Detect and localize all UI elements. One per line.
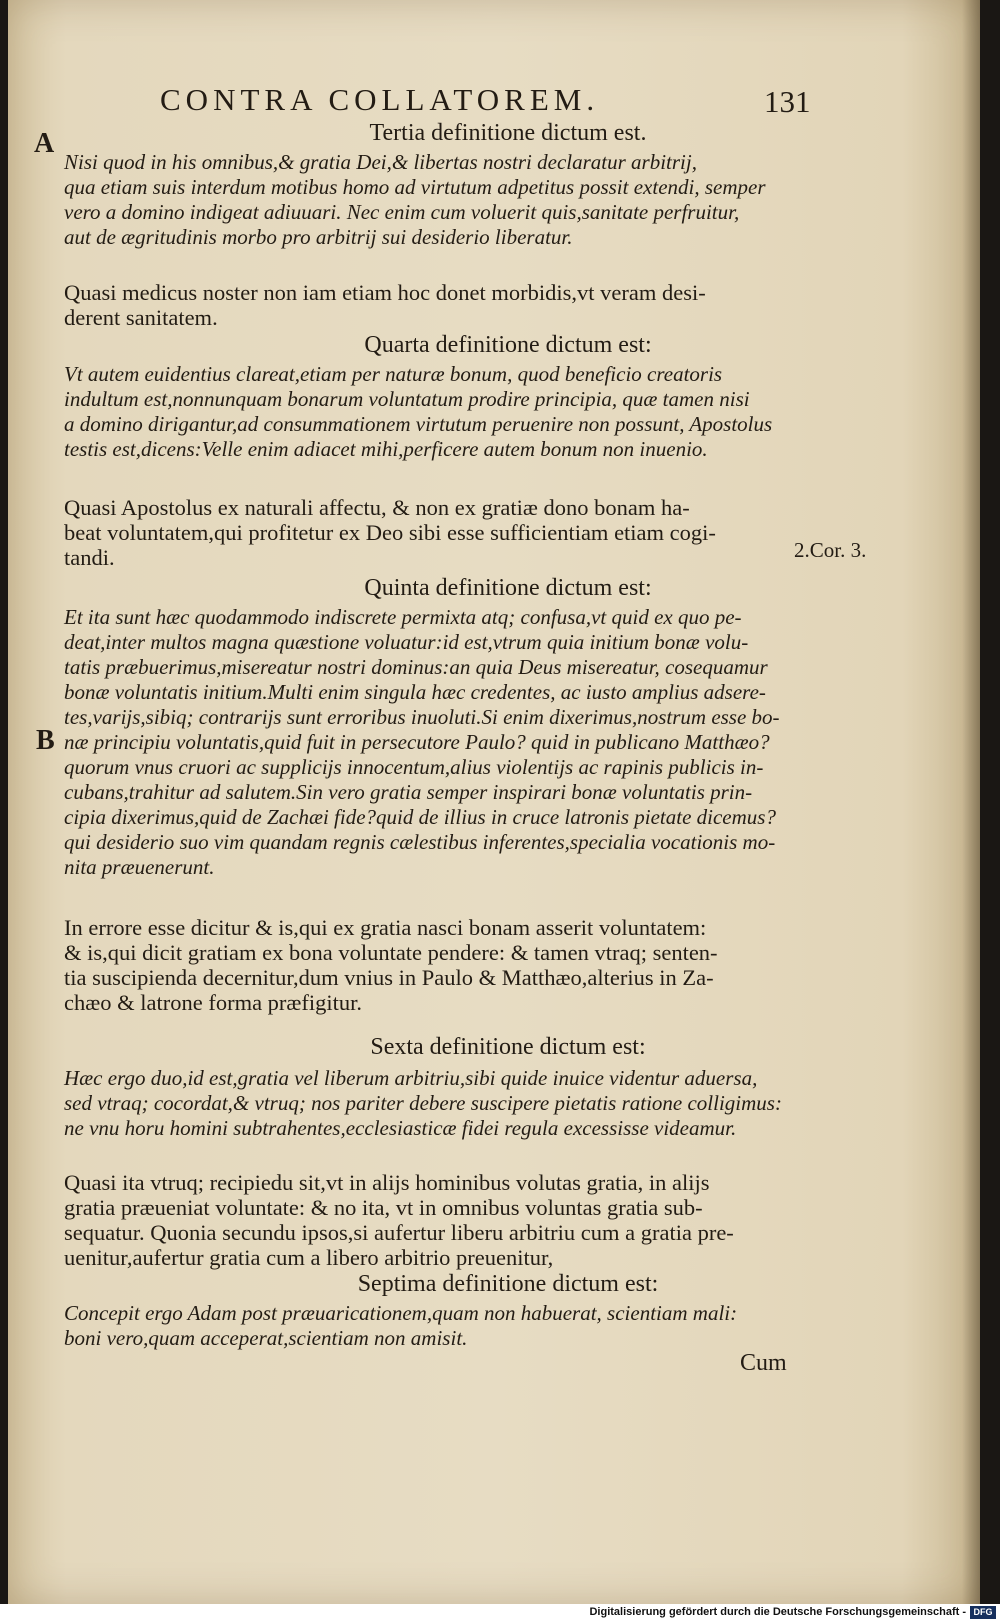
quote-septima — [64, 1301, 794, 1351]
quote-line: næ principiu voluntatis,quid fuit in persecutore Paulo? quid in publicano Matthæo? — [64, 730, 770, 754]
text-line: Quasi ita vtruq; recipiedu sit,vt in alijs hominibus volutas gratia, in alijs — [64, 1170, 710, 1195]
heading-septima: Septima definitione dictum est: — [357, 1271, 659, 1297]
heading-tertia: Tertia definitione dictum est. — [369, 120, 647, 146]
heading-quinta: Quinta definitione dictum est: — [364, 575, 652, 601]
quote-line: cubans,trahitur ad salutem.Sin vero gratia semper inspirari bonæ voluntatis prin- — [64, 780, 753, 804]
margin-note: 2.Cor. 3. — [794, 538, 867, 562]
text-line: tandi. — [64, 545, 115, 570]
text-line: derent sanitatem. — [64, 305, 218, 330]
heading-quarta: Quarta definitione dictum est: — [364, 332, 652, 358]
quote-line: Concepit ergo Adam post præuaricationem,quam non habuerat, scientiam mali: — [64, 1301, 738, 1325]
book-page — [8, 0, 980, 1604]
quote-line: quorum vnus cruori ac supplicijs innocentum,alius violentijs ac rapinis publicis in- — [64, 755, 764, 779]
text-line: beat voluntatem,qui profitetur ex Deo sibi esse sufficientiam etiam cogi- — [64, 520, 716, 545]
catchword: Cum — [740, 1350, 787, 1376]
quote-line: vero a domino indigeat adiuuari. Nec enim cum voluerit quis,sanitate perfruitur, — [64, 200, 740, 224]
text-line: uenitur,aufertur gratia cum a libero arbitrio preuenitur, — [64, 1245, 554, 1270]
quote-line: sed vtraq; cocordat,& vtruq; nos pariter debere suscipere pietatis ratione colligimus: — [64, 1091, 782, 1115]
quote-quinta — [64, 605, 794, 880]
quote-line: boni vero,quam acceperat,scientiam non amisit. — [64, 1326, 468, 1350]
section-marker-b: B — [36, 725, 55, 756]
quote-line: aut de ægritudinis morbo pro arbitrij sui desiderio liberatur. — [64, 225, 573, 249]
quote-line: Nisi quod in his omnibus,& gratia Dei,& libertas nostri declaratur arbitrij, — [64, 150, 697, 174]
commentary-quinta — [64, 915, 794, 1015]
quote-sexta — [64, 1066, 794, 1141]
section-marker-a: A — [34, 128, 55, 159]
text-line: chæo & latrone forma præfigitur. — [64, 990, 363, 1015]
quote-line: qui desiderio suo vim quandam regnis cælestibus inferentes,specialia vocationis mo- — [64, 830, 776, 854]
quote-line: Hæc ergo duo,id est,gratia vel liberum arbitriu,sibi quide inuice videntur aduersa, — [64, 1066, 758, 1090]
commentary-quarta — [64, 495, 794, 570]
text-line: tia suscipienda decernitur,dum vnius in Paulo & Matthæo,alterius in Za- — [64, 965, 714, 990]
commentary-sexta — [64, 1170, 794, 1270]
quote-line: tes,varijs,sibiq; contrarijs sunt erroribus inuoluti.Si enim dixerimus,nostrum esse bo- — [64, 705, 780, 729]
quote-line: Et ita sunt hæc quodammodo indiscrete permixta atq; confusa,vt quid ex quo pe- — [64, 605, 742, 629]
text-line: gratia præueniat voluntate: & no ita, vt in omnibus voluntas gratia sub- — [64, 1195, 703, 1220]
quote-line: cipia dixerimus,quid de Zachæi fide?quid de illius in cruce latronis pietate dicemus? — [64, 805, 776, 829]
quote-line: ne vnu horu homini subtrahentes,ecclesiasticæ fidei regula excessisse videamur. — [64, 1116, 737, 1140]
text-line: Quasi medicus noster non iam etiam hoc donet morbidis,vt veram desi- — [64, 280, 706, 305]
footer-credit: Digitalisierung gefördert durch die Deutsche Forschungsgemeinschaft - — [589, 1606, 966, 1618]
heading-sexta: Sexta definitione dictum est: — [370, 1034, 646, 1060]
quote-quarta — [64, 362, 794, 462]
quote-line: indultum est,nonnunquam bonarum voluntatum prodire principia, quæ tamen nisi — [64, 387, 750, 411]
quote-line: nita præuenerunt. — [64, 855, 215, 879]
quote-line: Vt autem euidentius clareat,etiam per naturæ bonum, quod beneficio creatoris — [64, 362, 723, 386]
text-line: sequatur. Quonia secundu ipsos,si aufertur liberu arbitriu cum a gratia pre- — [64, 1220, 734, 1245]
quote-line: qua etiam suis interdum motibus homo ad virtutum adpetitus possit extendi, semper — [64, 175, 766, 199]
running-title: CONTRA COLLATOREM. — [160, 82, 600, 117]
commentary-tertia — [64, 280, 794, 330]
quote-tertia — [64, 150, 794, 250]
text-line: Quasi Apostolus ex naturali affectu, & non ex gratiæ dono bonam ha- — [64, 495, 690, 520]
quote-line: a domino dirigantur,ad consummationem virtutum peruenire non possunt, Apostolus — [64, 412, 773, 436]
page-number: 131 — [764, 84, 811, 119]
text-line: & is,qui dicit gratiam ex bona voluntate pendere: & tamen vtraq; senten- — [64, 940, 718, 965]
dfg-logo: DFG — [970, 1606, 996, 1619]
quote-line: deat,inter multos magna quæstione voluatur:id est,vtrum quia initium bonæ volu- — [64, 630, 749, 654]
quote-line: testis est,dicens:Velle enim adiacet mihi,perficere autem bonum non inuenio. — [64, 437, 708, 461]
quote-line: bonæ voluntatis initium.Multi enim singula hæc credentes, ac iusto amplius adsere- — [64, 680, 766, 704]
quote-line: tatis præbuerimus,misereatur nostri dominus:an quia Deus misereatur, cosequamur — [64, 655, 768, 679]
text-line: In errore esse dicitur & is,qui ex gratia nasci bonam asserit voluntatem: — [64, 915, 707, 940]
